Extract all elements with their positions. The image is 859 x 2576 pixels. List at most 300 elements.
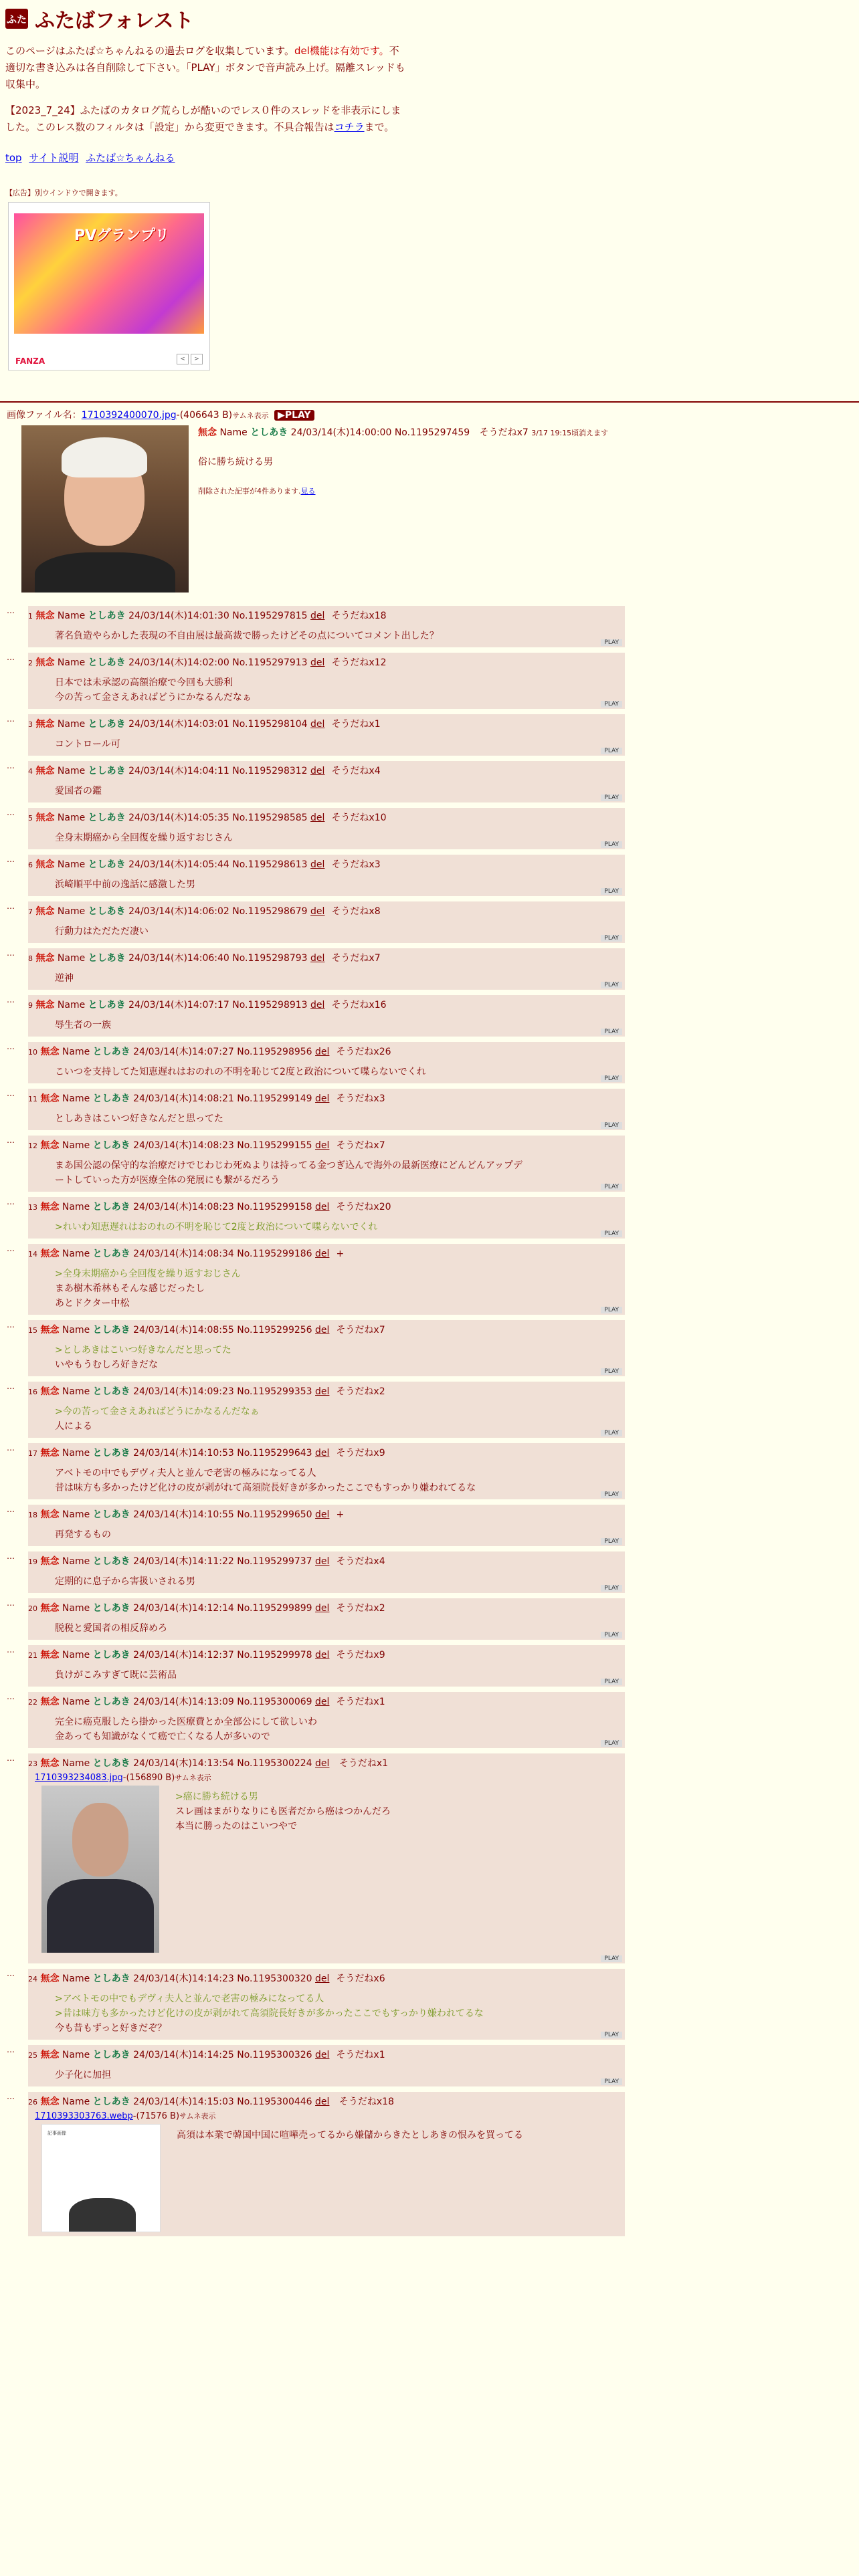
del-link[interactable]: del — [315, 1386, 330, 1397]
reply-number[interactable]: No.1195300320 — [237, 1973, 312, 1984]
play-button[interactable]: PLAY — [601, 1538, 622, 1545]
reply-index: 4 — [28, 767, 33, 776]
sodane-button[interactable]: そうだねx3 — [331, 859, 381, 870]
reply-datetime: 24/03/14(木)14:06:40 — [128, 953, 229, 964]
play-button[interactable]: PLAY — [601, 841, 622, 848]
reply-1 — [7, 606, 852, 647]
reply-number[interactable]: No.1195298312 — [232, 766, 308, 776]
del-link[interactable]: del — [310, 953, 325, 964]
reply-datetime: 24/03/14(木)14:01:30 — [128, 611, 229, 621]
reply-9 — [7, 995, 852, 1037]
play-button[interactable]: PLAY — [601, 2078, 622, 2085]
file-size: -(71576 B) — [132, 2111, 180, 2121]
reply-box — [28, 1320, 625, 1376]
sodane-button[interactable]: そうだねx12 — [331, 657, 387, 668]
reply-index: 10 — [28, 1048, 37, 1057]
play-button[interactable]: PLAY — [601, 1307, 622, 1313]
play-button[interactable]: PLAY — [601, 639, 622, 646]
ad-text: PVグランプリ — [74, 227, 170, 244]
reply-number[interactable]: No.1195300326 — [237, 2050, 312, 2060]
reply-box — [28, 1969, 625, 2040]
del-link[interactable]: del — [315, 1140, 330, 1151]
reply-message — [55, 1404, 625, 1434]
reply-number[interactable]: No.1195299256 — [237, 1325, 312, 1335]
name-label: Name — [62, 1140, 90, 1151]
reply-header — [28, 2048, 625, 2061]
play-button[interactable]: PLAY — [601, 701, 622, 708]
del-link[interactable]: del — [315, 1603, 330, 1614]
reply-datetime: 24/03/14(木)14:14:25 — [133, 2050, 234, 2060]
del-link[interactable]: del — [315, 1047, 330, 1057]
op-expire: 3/17 19:15頃消えます — [531, 429, 609, 437]
op-sodane[interactable]: そうだねx7 — [479, 427, 529, 438]
name-label: Name — [62, 1697, 90, 1707]
site-title: ふたばフォレスト — [35, 9, 194, 33]
message-line: 浜崎順平中前の逸話に感激した男 — [55, 879, 195, 890]
reply-index: 2 — [28, 659, 33, 667]
reply-subject: 無念 — [35, 953, 55, 964]
name-label: Name — [57, 766, 86, 776]
reply-message — [55, 1343, 625, 1372]
message-line: アベトモの中でもデヴィ夫人と並んで老害の極みになってる人 — [55, 1468, 316, 1479]
reply-name: としあき — [92, 1047, 130, 1057]
message-line: 金あっても知識がなくて癌で亡くなる人が多いので — [55, 1731, 270, 1742]
ad-banner[interactable] — [8, 202, 210, 370]
del-link[interactable]: del — [315, 1973, 330, 1984]
site-info-link[interactable]: サイト説明 — [29, 152, 79, 164]
play-button[interactable]: PLAY — [601, 888, 622, 895]
sodane-button[interactable]: そうだねx2 — [336, 1603, 385, 1614]
name-label: Name — [57, 1000, 86, 1010]
reply-message — [55, 877, 625, 892]
reply-box — [28, 1598, 625, 1640]
reply-message — [55, 1065, 625, 1079]
reply-message — [55, 1220, 625, 1235]
reply-image-row — [41, 1786, 625, 1953]
reply-header — [28, 2095, 625, 2108]
reply-26 — [7, 2092, 852, 2236]
play-button[interactable]: PLAY — [601, 1740, 622, 1747]
reply-name: としあき — [92, 1325, 130, 1335]
name-label: Name — [219, 427, 248, 438]
sodane-button[interactable]: そうだねx1 — [339, 1758, 389, 1769]
reply-box — [28, 901, 625, 943]
reply-number[interactable]: No.1195299650 — [237, 1509, 312, 1520]
message-line: 著名負造やらかした表現の不自由展は最高裁で勝ったけどその点についてコメント出した？ — [55, 631, 439, 641]
name-label: Name — [62, 1202, 90, 1212]
reply-name: としあき — [92, 2097, 130, 2107]
reply-datetime: 24/03/14(木)14:15:03 — [133, 2097, 234, 2107]
reply-subject: 無念 — [40, 1758, 60, 1769]
reply-subject: 無念 — [40, 1697, 60, 1707]
reply-index: 21 — [28, 1651, 37, 1660]
play-button[interactable]: PLAY — [601, 1184, 622, 1190]
reply-name: としあき — [88, 611, 126, 621]
reply-number[interactable]: No.1195297913 — [232, 657, 308, 668]
reply-name: としあき — [88, 906, 126, 917]
reply-file-link[interactable]: 1710393234083.jpg — [35, 1773, 123, 1783]
sodane-button[interactable]: そうだねx8 — [331, 906, 381, 917]
reply-message — [55, 1621, 625, 1636]
show-deleted-link[interactable]: 見る — [300, 487, 316, 496]
sodane-button[interactable]: そうだねx26 — [336, 1047, 391, 1057]
reply-index: 9 — [28, 1001, 33, 1010]
play-button[interactable]: PLAY — [601, 935, 622, 942]
reply-dots: … — [7, 995, 15, 1004]
name-label: Name — [62, 1973, 90, 1984]
reply-14 — [7, 1244, 852, 1315]
reply-index: 17 — [28, 1449, 37, 1458]
reply-dots: … — [7, 1692, 15, 1701]
reply-message — [55, 784, 625, 798]
message-line: 日本では未承認の高額治療で今回も大勝利 — [55, 677, 233, 688]
reply-index: 5 — [28, 814, 33, 823]
reply-number[interactable]: No.1195299158 — [237, 1202, 312, 1212]
play-button[interactable]: PLAY — [601, 1632, 622, 1638]
intro-text: まで。 — [364, 121, 395, 133]
top-link[interactable]: top — [5, 152, 22, 164]
reply-subject: 無念 — [35, 719, 55, 730]
play-button[interactable]: PLAY — [601, 1230, 622, 1237]
reply-message — [55, 1466, 625, 1495]
name-label: Name — [62, 2050, 90, 2060]
sodane-button[interactable]: そうだねx18 — [331, 611, 387, 621]
sodane-button[interactable]: そうだねx9 — [336, 1650, 385, 1660]
reply-number[interactable]: No.1195300224 — [237, 1758, 312, 1769]
del-link[interactable]: del — [315, 1093, 330, 1104]
reply-number[interactable]: No.1195299899 — [237, 1603, 312, 1614]
sodane-button[interactable]: そうだねx18 — [339, 2097, 394, 2107]
play-button[interactable]: PLAY — [601, 2032, 622, 2038]
message-line: いやもうむしろ好きだな — [55, 1360, 158, 1370]
reply-box — [28, 1551, 625, 1593]
reply-box — [28, 1692, 625, 1748]
reply-number[interactable]: No.1195299643 — [237, 1448, 312, 1459]
reply-subject: 無念 — [40, 2050, 60, 2060]
op-file-link[interactable]: 1710392400070.jpg — [81, 410, 177, 421]
reply-number[interactable]: No.1195299353 — [237, 1386, 312, 1397]
reply-message — [55, 2068, 625, 2082]
reply-box — [28, 1197, 625, 1239]
play-button[interactable]: PLAY — [601, 982, 622, 988]
reply-dots: … — [7, 1598, 15, 1608]
reply-subject: 無念 — [35, 906, 55, 917]
reply-index: 13 — [28, 1203, 37, 1212]
reply-number[interactable]: No.1195298913 — [232, 1000, 308, 1010]
message-line: 辱生者の一族 — [55, 1020, 111, 1031]
reply-index: 25 — [28, 2051, 37, 2060]
reply-message — [175, 1790, 391, 1953]
reply-datetime: 24/03/14(木)14:05:35 — [128, 813, 229, 823]
reply-box — [28, 761, 625, 802]
reply-name: としあき — [92, 1202, 130, 1212]
del-link[interactable]: del — [310, 906, 325, 917]
reply-message — [55, 1267, 625, 1311]
del-link[interactable]: del — [310, 611, 325, 621]
reply-dots: … — [7, 1753, 15, 1763]
reply-box — [28, 2045, 625, 2086]
reply-number[interactable]: No.1195300446 — [237, 2097, 312, 2107]
reply-box — [28, 948, 625, 990]
reply-dots: … — [7, 761, 15, 770]
reply-subject: 無念 — [35, 859, 55, 870]
name-label: Name — [57, 611, 86, 621]
reply-24 — [7, 1969, 852, 2040]
reply-subject: 無念 — [40, 1249, 60, 1259]
del-link[interactable]: del — [315, 1697, 330, 1707]
reply-16 — [7, 1382, 852, 1438]
reply-number[interactable]: No.1195298585 — [232, 813, 308, 823]
reply-name: としあき — [92, 1386, 130, 1397]
play-button[interactable]: PLAY — [601, 794, 622, 801]
reply-dots: … — [7, 714, 15, 724]
reply-number[interactable]: No.1195297815 — [232, 611, 308, 621]
del-link[interactable]: del — [310, 657, 325, 668]
sodane-button[interactable]: そうだねx10 — [331, 813, 387, 823]
reply-18 — [7, 1505, 852, 1546]
quote-line: >癌に勝ち続ける男 — [175, 1792, 258, 1802]
reply-header — [28, 1045, 625, 1058]
reply-index: 6 — [28, 861, 33, 869]
reply-datetime: 24/03/14(木)14:08:23 — [133, 1202, 234, 1212]
play-button[interactable]: PLAY — [601, 1075, 622, 1082]
reply-dots: … — [7, 855, 15, 864]
sodane-button[interactable]: そうだねx1 — [336, 1697, 385, 1707]
reply-dots: … — [7, 1505, 15, 1514]
sodane-button[interactable]: そうだねx7 — [331, 953, 381, 964]
futaba-link[interactable]: ふたば☆ちゃんねる — [86, 152, 175, 164]
reply-number[interactable]: No.1195298793 — [232, 953, 308, 964]
reply-index: 24 — [28, 1975, 37, 1983]
reply-image[interactable] — [41, 1786, 159, 1953]
op-play-button[interactable]: ▶PLAY — [274, 410, 314, 421]
reply-header — [28, 1601, 625, 1614]
reply-header — [28, 1138, 625, 1152]
reply-subject: 無念 — [35, 611, 55, 621]
reply-index: 23 — [28, 1759, 37, 1768]
reply-number[interactable]: No.1195298613 — [232, 859, 308, 870]
del-link[interactable]: del — [310, 719, 325, 730]
message-line: 高須は本業で韓国中国に喧嘩売ってるから嫌儲からきたとしあきの恨みを買ってる — [177, 2130, 523, 2141]
sodane-button[interactable]: そうだねx9 — [336, 1448, 385, 1459]
reply-number[interactable]: No.1195298104 — [232, 719, 308, 730]
reply-box — [28, 1753, 625, 1963]
sodane-button[interactable]: そうだねx6 — [336, 1973, 385, 1984]
del-link[interactable]: del — [310, 813, 325, 823]
sodane-button[interactable]: + — [336, 1249, 345, 1259]
op-body — [198, 425, 854, 496]
message-line: 再発するもの — [55, 1529, 111, 1540]
reply-name: としあき — [88, 813, 126, 823]
reply-box — [28, 1244, 625, 1315]
name-label: Name — [57, 953, 86, 964]
message-line: 愛国者の鑑 — [55, 786, 102, 796]
reply-5 — [7, 808, 852, 849]
quote-line: >アベトモの中でもデヴィ夫人と並んで老害の極みになってる人 — [55, 1994, 324, 2004]
reply-datetime: 24/03/14(木)14:02:00 — [128, 657, 229, 668]
message-line: コントロール可 — [55, 739, 120, 750]
op-subject: 無念 — [198, 427, 217, 438]
del-link[interactable]: del — [310, 766, 325, 776]
reply-image[interactable]: 記事画像 — [41, 2124, 161, 2232]
play-button[interactable]: PLAY — [601, 1430, 622, 1436]
del-link[interactable]: del — [315, 1509, 330, 1520]
reply-4 — [7, 761, 852, 802]
reply-dots: … — [7, 1244, 15, 1253]
reply-header — [28, 1384, 625, 1398]
reply-dots: … — [7, 1645, 15, 1654]
play-button[interactable]: PLAY — [601, 1955, 622, 1962]
reply-datetime: 24/03/14(木)14:07:27 — [133, 1047, 234, 1057]
reply-datetime: 24/03/14(木)14:08:21 — [133, 1093, 234, 1104]
message-line: 今も昔もずっと好きだぞ？ — [55, 2023, 167, 2034]
reply-datetime: 24/03/14(木)14:04:11 — [128, 766, 229, 776]
reply-name: としあき — [88, 1000, 126, 1010]
play-button[interactable]: PLAY — [601, 748, 622, 754]
reply-file-line — [35, 2111, 625, 2121]
sodane-button[interactable]: そうだねx1 — [331, 719, 381, 730]
quote-line: >としあきはこいつ好きなんだと思ってた — [55, 1345, 231, 1356]
sodane-button[interactable]: そうだねx16 — [331, 1000, 387, 1010]
del-link[interactable]: del — [315, 1249, 330, 1259]
reply-name: としあき — [92, 1556, 130, 1567]
ad-image[interactable] — [14, 213, 204, 334]
reply-dots: … — [7, 948, 15, 958]
reply-name: としあき — [92, 1650, 130, 1660]
del-link[interactable]: del — [315, 1202, 330, 1212]
sodane-button[interactable]: + — [336, 1509, 345, 1520]
reply-datetime: 24/03/14(木)14:09:23 — [133, 1386, 234, 1397]
reply-number[interactable]: No.1195299186 — [237, 1249, 312, 1259]
sodane-button[interactable]: そうだねx3 — [336, 1093, 385, 1104]
reply-datetime: 24/03/14(木)14:03:01 — [128, 719, 229, 730]
deleted-text: 削除された記事が4件あります. — [198, 487, 301, 496]
reply-header — [28, 717, 625, 730]
reply-dots: … — [7, 1089, 15, 1098]
reply-datetime: 24/03/14(木)14:10:53 — [133, 1448, 234, 1459]
reply-number[interactable]: No.1195298679 — [232, 906, 308, 917]
reply-header — [28, 1554, 625, 1568]
reply-message — [55, 737, 625, 752]
del-link[interactable]: del — [315, 1650, 330, 1660]
reply-name: としあき — [92, 2050, 130, 2060]
del-link[interactable]: del — [315, 2050, 330, 2060]
reply-header — [28, 1247, 625, 1260]
reply-message — [55, 1668, 625, 1683]
reply-datetime: 24/03/14(木)14:12:37 — [133, 1650, 234, 1660]
del-link[interactable]: del — [315, 1758, 330, 1769]
play-button[interactable]: PLAY — [601, 1029, 622, 1035]
reply-number[interactable]: No.1195298956 — [237, 1047, 312, 1057]
del-link[interactable]: del — [315, 1556, 330, 1567]
op-post — [7, 425, 852, 601]
reply-box — [28, 995, 625, 1037]
reply-subject: 無念 — [40, 1325, 60, 1335]
reply-datetime: 24/03/14(木)14:13:54 — [133, 1758, 234, 1769]
sodane-button[interactable]: そうだねx7 — [336, 1140, 385, 1151]
reply-index: 11 — [28, 1095, 37, 1103]
reply-datetime: 24/03/14(木)14:08:55 — [133, 1325, 234, 1335]
ad-prev-icon[interactable]: < — [177, 354, 189, 364]
reply-dots: … — [7, 1443, 15, 1453]
reply-name: としあき — [92, 1973, 130, 1984]
intro-red-text: del機能は有効です。 — [294, 45, 389, 57]
reply-name: としあき — [92, 1509, 130, 1520]
reply-box — [28, 653, 625, 709]
sodane-button[interactable]: そうだねx20 — [336, 1202, 391, 1212]
reply-dots: … — [7, 1320, 15, 1329]
play-button[interactable]: PLAY — [601, 1368, 622, 1375]
quote-line: >昔は味方も多かったけど化けの皮が剥がれて高須院長好きが多かったここでもすっかり嫌われてるな — [55, 2008, 484, 2019]
sodane-button[interactable]: そうだねx1 — [336, 2050, 385, 2060]
reply-box — [28, 808, 625, 849]
name-label: Name — [62, 1603, 90, 1614]
report-link[interactable]: コチラ — [334, 121, 365, 133]
reply-header — [28, 764, 625, 777]
reply-header — [28, 1971, 625, 1985]
sodane-button[interactable]: そうだねx7 — [336, 1325, 385, 1335]
del-link[interactable]: del — [315, 2097, 330, 2107]
reply-name: としあき — [88, 657, 126, 668]
reply-number[interactable]: No.1195300069 — [237, 1697, 312, 1707]
message-line: 脱税と愛国者の相反辞めろ — [55, 1623, 167, 1634]
reply-header — [28, 1756, 625, 1769]
ad-brand: FANZA — [15, 356, 45, 366]
reply-number[interactable]: No.1195299978 — [237, 1650, 312, 1660]
play-button[interactable]: PLAY — [601, 1585, 622, 1592]
del-link[interactable]: del — [315, 1325, 330, 1335]
reply-number[interactable]: No.1195299737 — [237, 1556, 312, 1567]
reply-21 — [7, 1645, 852, 1687]
del-link[interactable]: del — [315, 1448, 330, 1459]
reply-box — [28, 1645, 625, 1687]
play-button[interactable]: PLAY — [601, 1122, 622, 1129]
reply-subject: 無念 — [40, 1603, 60, 1614]
ad-next-icon[interactable]: > — [191, 354, 203, 364]
name-label: Name — [62, 1047, 90, 1057]
message-line: まあ樹木希林もそんな感じだったし — [55, 1283, 205, 1294]
play-button[interactable]: PLAY — [601, 1491, 622, 1498]
reply-8 — [7, 948, 852, 990]
op-image[interactable] — [21, 425, 189, 593]
reply-box — [28, 606, 625, 647]
reply-number[interactable]: No.1195299149 — [237, 1093, 312, 1104]
reply-subject: 無念 — [35, 766, 55, 776]
ad-label: 【広告】別ウインドウで開きます。 — [5, 189, 122, 197]
reply-number[interactable]: No.1195299155 — [237, 1140, 312, 1151]
reply-dots: … — [7, 1136, 15, 1145]
reply-subject: 無念 — [40, 1093, 60, 1104]
reply-file-link[interactable]: 1710393303763.webp — [35, 2111, 133, 2121]
del-link[interactable]: del — [310, 1000, 325, 1010]
play-button[interactable]: PLAY — [601, 1679, 622, 1685]
reply-name: としあき — [88, 859, 126, 870]
thumb-note: サムネ表示 — [179, 2112, 216, 2121]
reply-index: 8 — [28, 954, 33, 963]
reply-datetime: 24/03/14(木)14:07:17 — [128, 1000, 229, 1010]
sodane-button[interactable]: そうだねx4 — [331, 766, 381, 776]
op-number[interactable]: No.1195297459 — [394, 427, 470, 438]
reply-index: 14 — [28, 1250, 37, 1259]
sodane-button[interactable]: そうだねx2 — [336, 1386, 385, 1397]
reply-box — [28, 1042, 625, 1083]
reply-13 — [7, 1197, 852, 1239]
reply-12 — [7, 1136, 852, 1192]
sodane-button[interactable]: そうだねx4 — [336, 1556, 385, 1567]
del-link[interactable]: del — [310, 859, 325, 870]
reply-2 — [7, 653, 852, 709]
reply-name: としあき — [92, 1140, 130, 1151]
